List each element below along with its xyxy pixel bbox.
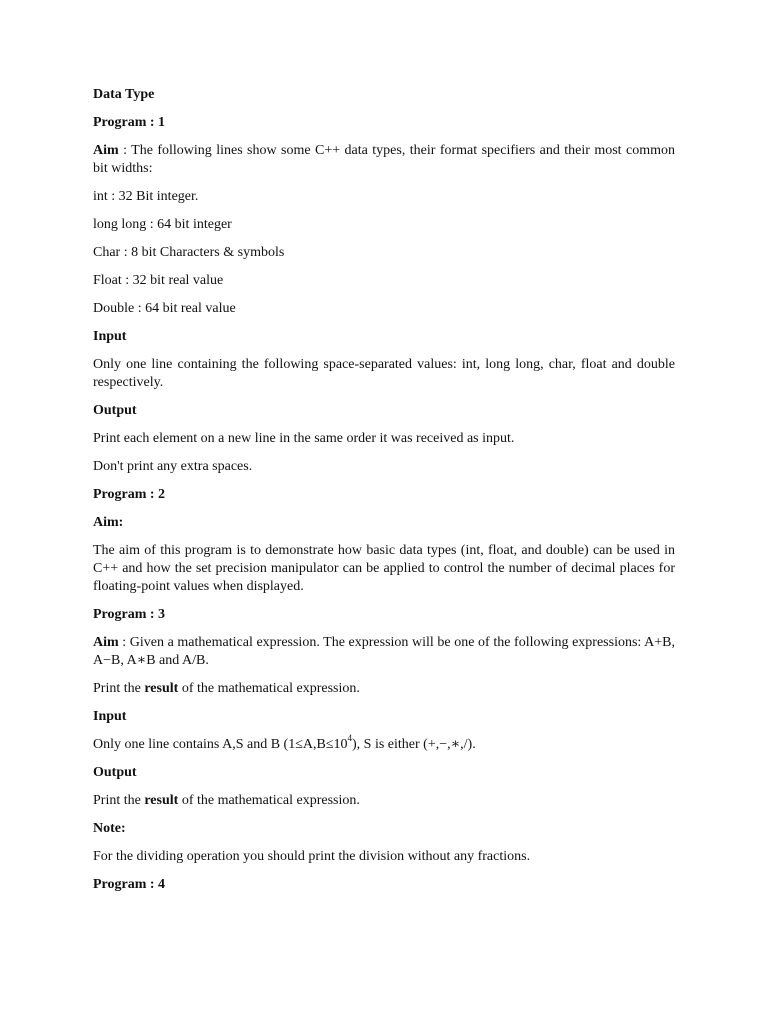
program-3-note-text: For the dividing operation you should print the division without any fractions. [93,849,531,864]
program-3-print-result [93,680,675,698]
program-3-input-heading: Input [93,709,127,724]
document-title: Data Type [93,87,155,102]
text-fragment: Print the [93,793,145,808]
program-3-aim [93,634,675,670]
bold-fragment: result [144,793,179,808]
document-page [93,86,675,904]
aim-text: : Given a mathematical expression. The expression will be one of the following expressions: A+B, A−B, A∗B and A/B. [93,635,675,668]
aim-label: Aim [93,143,119,158]
program-1-output-line: Print each element on a new line in the same order it was received as input. [93,431,515,446]
program-3-heading: Program : 3 [93,607,166,622]
type-line-char: Char : 8 bit Characters & symbols [93,245,285,260]
type-line-long-long: long long : 64 bit integer [93,217,232,232]
program-1-output-line: Don't print any extra spaces. [93,459,253,474]
text-fragment: Only one line contains A,S and B (1≤A,B≤10 [93,737,348,752]
program-1-aim [93,142,675,178]
program-4-heading: Program : 4 [93,877,166,892]
aim-text: : The following lines show some C++ data types, their format specifiers and their most common bit widths: [93,143,675,176]
program-3-note-heading: Note: [93,821,126,836]
program-1-input-heading: Input [93,329,127,344]
program-1-heading: Program : 1 [93,115,166,130]
type-line-int: int : 32 Bit integer. [93,189,199,204]
program-3-output-text [93,792,675,810]
superscript: 4 [347,733,353,744]
bold-fragment: result [144,681,179,696]
program-2-aim-text: The aim of this program is to demonstrate how basic data types (int, float, and double) can be used in C++ and how the set precision manipulator can be applied to control the number of decimal places for floating-point values when displayed. [93,543,675,594]
text-fragment: Print the [93,681,145,696]
aim-label: Aim [93,635,119,650]
program-3-output-heading: Output [93,765,137,780]
program-1-output-heading: Output [93,403,137,418]
program-1-input-text: Only one line containing the following space-separated values: int, long long, char, float and double respectively. [93,357,675,390]
type-line-double: Double : 64 bit real value [93,301,236,316]
program-2-aim-heading: Aim: [93,515,124,530]
text-fragment: ), S is either (+,−,∗,/). [352,737,476,752]
text-fragment: of the mathematical expression. [178,793,360,808]
type-line-float: Float : 32 bit real value [93,273,224,288]
text-fragment: of the mathematical expression. [178,681,360,696]
program-3-input-text [93,733,675,754]
program-2-heading: Program : 2 [93,487,166,502]
